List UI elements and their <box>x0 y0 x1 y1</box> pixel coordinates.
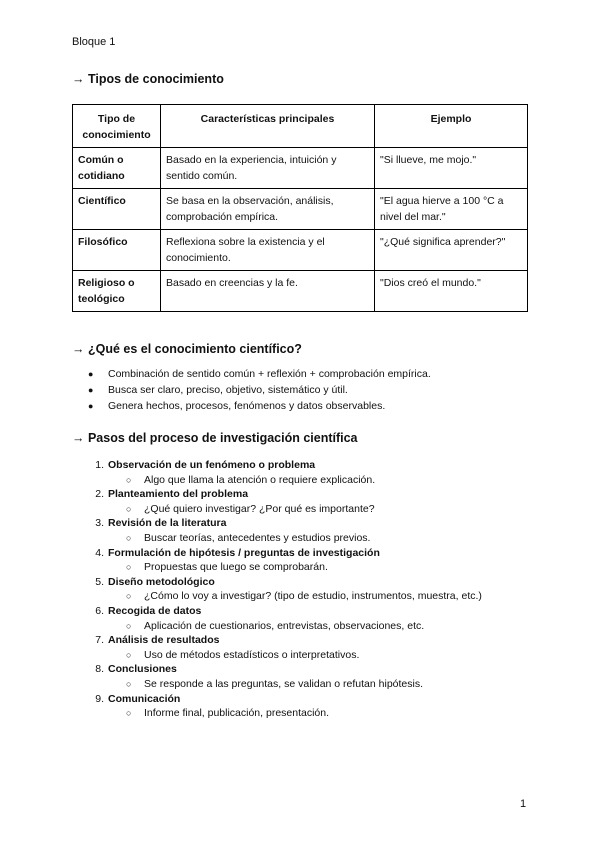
step-title: Diseño metodológico <box>108 575 215 588</box>
circle-bullet-icon: ○ <box>126 591 132 602</box>
step-number: 5. <box>95 575 104 588</box>
step-detail: Buscar teorías, antecedentes y estudios previos. <box>144 531 371 544</box>
step-number: 4. <box>95 546 104 559</box>
step-detail: Algo que llama la atención o requiere explicación. <box>144 473 376 486</box>
table-header-features: Características principales <box>161 105 375 148</box>
table-header-example: Ejemplo <box>375 105 528 148</box>
list-item <box>72 633 482 662</box>
knowledge-types-table <box>72 104 528 312</box>
table-row <box>73 148 528 189</box>
circle-bullet-icon: ○ <box>126 620 132 631</box>
circle-bullet-icon: ○ <box>126 532 132 543</box>
step-number: 9. <box>95 692 104 705</box>
step-detail: ¿Qué quiero investigar? ¿Por qué es importante? <box>144 502 375 515</box>
table-cell-example: "Dios creó el mundo." <box>375 271 528 312</box>
step-number: 3. <box>95 517 104 530</box>
step-detail: Propuestas que luego se comprobarán. <box>144 561 328 574</box>
table-row <box>73 189 528 230</box>
list-item <box>72 382 431 398</box>
step-title: Análisis de resultados <box>108 634 220 647</box>
table-cell-type: Común o cotidiano <box>73 148 161 189</box>
research-steps-list <box>72 458 482 721</box>
table-row <box>73 271 528 312</box>
table-header-row <box>73 105 528 148</box>
section-title-scientific-knowledge: → ¿Qué es el conocimiento científico? <box>72 342 302 356</box>
step-detail: Informe final, publicación, presentación. <box>144 707 330 720</box>
list-item <box>72 398 431 414</box>
list-item <box>72 662 482 691</box>
circle-bullet-icon: ○ <box>126 474 132 485</box>
step-detail: Se responde a las preguntas, se validan o refutan hipótesis. <box>144 677 424 690</box>
section-title-research-steps: → Pasos del proceso de investigación científica <box>72 431 358 445</box>
list-item-text: Combinación de sentido común + reflexión + comprobación empírica. <box>108 368 431 380</box>
list-item <box>72 366 431 382</box>
step-number: 7. <box>95 634 104 647</box>
list-item <box>72 516 482 545</box>
table-row <box>73 230 528 271</box>
bullet-dot-icon: ● <box>88 385 94 395</box>
list-item-text: Genera hechos, procesos, fenómenos y datos observables. <box>108 400 386 412</box>
step-title: Formulación de hipótesis / preguntas de investigación <box>108 546 380 559</box>
step-title: Planteamiento del problema <box>108 488 249 501</box>
table-cell-features: Se basa en la observación, análisis, comprobación empírica. <box>161 189 375 230</box>
circle-bullet-icon: ○ <box>126 562 132 573</box>
circle-bullet-icon: ○ <box>126 649 132 660</box>
page-number: 1 <box>520 798 527 810</box>
document-header-label: Bloque 1 <box>72 36 116 48</box>
circle-bullet-icon: ○ <box>126 503 132 514</box>
circle-bullet-icon: ○ <box>126 708 132 719</box>
table-cell-features: Reflexiona sobre la existencia y el conocimiento. <box>161 230 375 271</box>
list-item <box>72 575 482 604</box>
step-number: 8. <box>95 663 104 676</box>
table-cell-example: "Si llueve, me mojo." <box>375 148 528 189</box>
step-number: 1. <box>95 459 104 471</box>
step-title: Observación de un fenómeno o problema <box>108 459 316 471</box>
list-item <box>72 604 482 633</box>
table-cell-features: Basado en la experiencia, intuición y sentido común. <box>161 148 375 189</box>
step-title: Recogida de datos <box>108 604 202 617</box>
circle-bullet-icon: ○ <box>126 678 132 689</box>
step-detail: Uso de métodos estadísticos o interpretativos. <box>144 648 360 661</box>
list-item <box>72 458 482 487</box>
step-number: 2. <box>95 488 104 501</box>
table-header-type: Tipo de conocimiento <box>73 105 161 148</box>
step-title: Revisión de la literatura <box>108 517 227 530</box>
section-title-types: → Tipos de conocimiento <box>72 72 224 86</box>
list-item-text: Busca ser claro, preciso, objetivo, sistemático y útil. <box>108 384 348 396</box>
table-cell-type: Filosófico <box>73 230 161 271</box>
list-item <box>72 546 482 575</box>
list-item <box>72 487 482 516</box>
step-title: Comunicación <box>108 692 181 705</box>
table-cell-type: Científico <box>73 189 161 230</box>
table-cell-example: "El agua hierve a 100 °C a nivel del mar." <box>375 189 528 230</box>
scientific-knowledge-list <box>72 366 431 414</box>
table-cell-type: Religioso o teológico <box>73 271 161 312</box>
step-title: Conclusiones <box>108 663 177 676</box>
list-item <box>72 692 482 721</box>
bullet-dot-icon: ● <box>88 401 94 411</box>
table-cell-features: Basado en creencias y la fe. <box>161 271 375 312</box>
step-detail: ¿Cómo lo voy a investigar? (tipo de estudio, instrumentos, muestra, etc.) <box>144 590 482 603</box>
table-cell-example: "¿Qué significa aprender?" <box>375 230 528 271</box>
step-detail: Aplicación de cuestionarios, entrevistas, observaciones, etc. <box>144 619 425 632</box>
step-number: 6. <box>95 604 104 617</box>
bullet-dot-icon: ● <box>88 369 94 379</box>
